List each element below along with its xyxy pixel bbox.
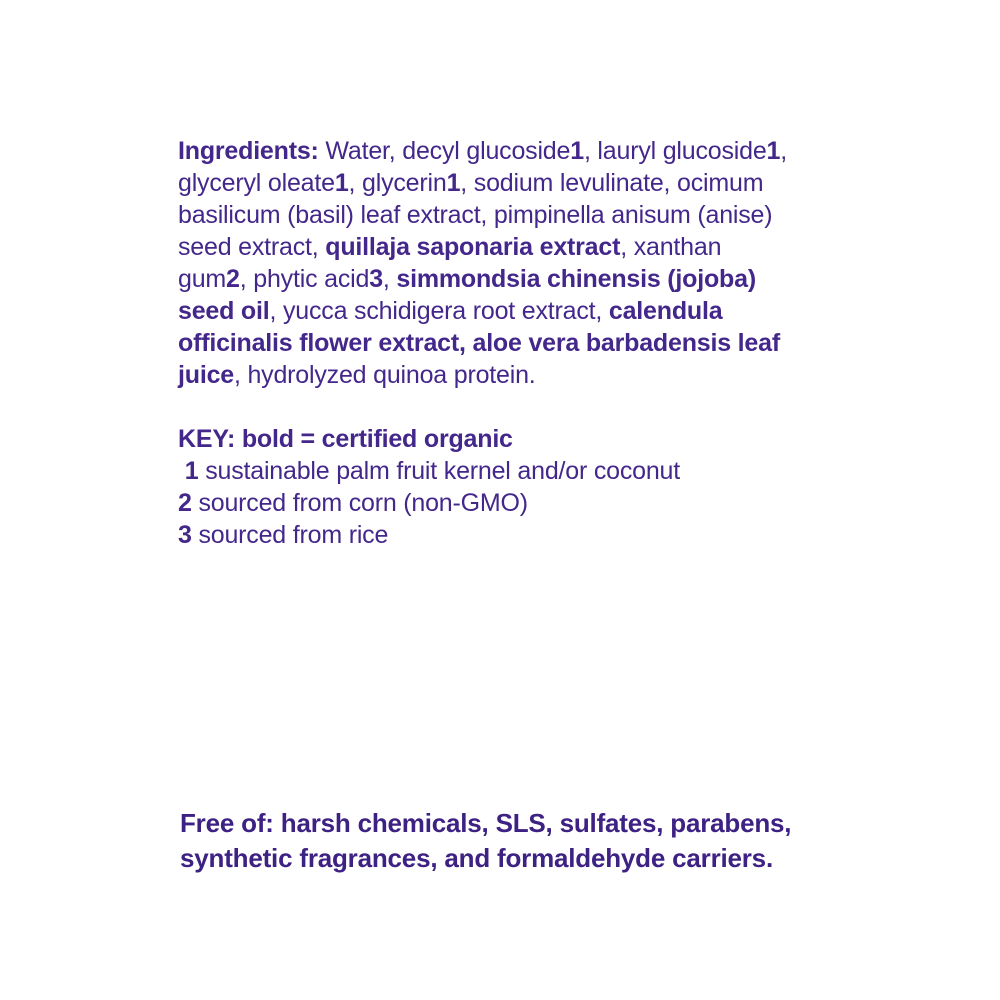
bold-text-segment: 2 (178, 489, 192, 517)
bold-text-segment: seed oil (178, 297, 270, 325)
bold-text-segment: 3 (178, 521, 192, 549)
text-segment: sourced from rice (191, 521, 389, 549)
text-line (178, 487, 680, 519)
bold-text-segment: 1 (178, 457, 199, 485)
bold-text-segment: juice (178, 361, 234, 389)
text-segment: seed extract, (178, 233, 326, 261)
text-line (178, 231, 787, 263)
text-segment: , yucca schidigera root extract, (269, 297, 609, 325)
bold-text-segment: quillaja saponaria extract (325, 233, 621, 261)
bold-text-segment: KEY: bold = certified organic (178, 425, 513, 453)
text-line (180, 841, 791, 876)
bold-text-segment: Free of: harsh chemicals, SLS, sulfates, parabens, (180, 808, 792, 838)
text-segment: glyceryl oleate (178, 169, 335, 197)
text-line (178, 423, 680, 455)
text-line (178, 167, 787, 199)
text-segment: , sodium levulinate, ocimum (460, 169, 764, 197)
text-line (180, 806, 791, 841)
text-segment: , (382, 265, 397, 293)
text-line (178, 263, 787, 295)
key-legend-section (178, 423, 680, 551)
text-segment: , glycerin (348, 169, 447, 197)
bold-text-segment: 1 (766, 137, 781, 165)
bold-text-segment: 1 (446, 169, 461, 197)
bold-text-segment: 2 (226, 265, 240, 293)
text-line (178, 519, 680, 551)
text-line (178, 135, 787, 167)
text-segment: gum (178, 265, 227, 293)
ingredients-paragraph (178, 135, 787, 391)
text-segment: , xanthan (620, 233, 722, 261)
free-of-section (180, 806, 791, 876)
text-line (178, 295, 787, 327)
bold-text-segment: calendula (608, 297, 723, 325)
text-line (178, 359, 787, 391)
bold-text-segment: 3 (369, 265, 383, 293)
bold-text-segment: synthetic fragrances, and formaldehyde carriers. (180, 843, 773, 873)
text-segment: sourced from corn (non-GMO) (191, 489, 528, 517)
bold-text-segment: Ingredients: (178, 137, 319, 165)
bold-text-segment: simmondsia chinensis (jojoba) (396, 265, 756, 293)
text-line (178, 199, 787, 231)
bold-text-segment: 1 (334, 169, 349, 197)
text-line (178, 327, 787, 359)
bold-text-segment: officinalis flower extract, aloe vera barbadensis leaf (178, 329, 780, 357)
text-segment: , phytic acid (239, 265, 370, 293)
bold-text-segment: 1 (570, 137, 584, 165)
text-segment: Water, decyl glucoside (318, 137, 571, 165)
text-segment: basilicum (basil) leaf extract, pimpinella anisum (anise) (178, 201, 773, 229)
text-segment: , lauryl glucoside (583, 137, 767, 165)
text-segment: , hydrolyzed quinoa protein. (233, 361, 536, 389)
text-segment: , (780, 137, 788, 165)
text-segment: sustainable palm fruit kernel and/or coconut (198, 457, 681, 485)
text-line (178, 455, 680, 487)
